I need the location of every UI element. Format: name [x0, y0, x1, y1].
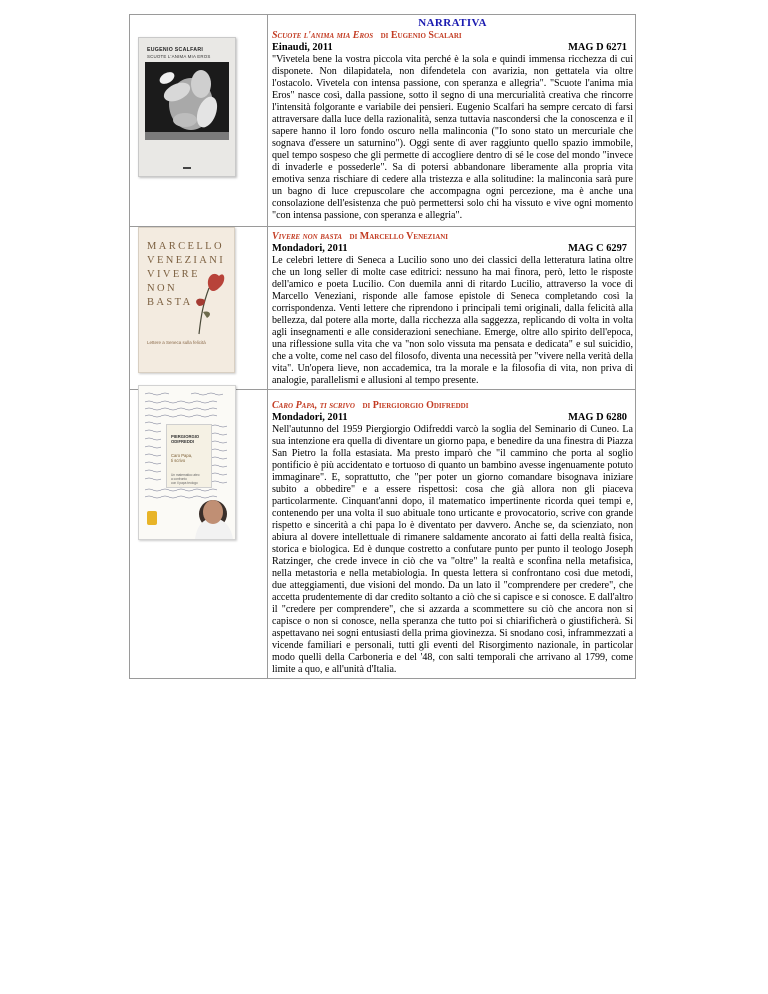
book-description: Nell'autunno del 1959 Piergiorgio Odifreddi varcò la soglia del Seminario di Cuneo. La sua intenzione era quella di diventare un giorno papa, e benedire da una finestra di Piazza San Pietro la folla estasiata. Ma presto imparò che "il cammino che porta al soglio pontificio è più accidentato e tortuoso di quanto un bambino avesse ingenuamente potuto immaginare". E, soprattutto, che "per poter un giorno comandare bisognava iniziare subito a obbedire" e a essere rispettosi: cosa che già allora non gli piaceva particolarmente. Cinquant'anni dopo, il matematico impertinente ricorda quei tempi e, contenendo per una volta il suo abituale tono urticante e provocatorio, scrive con grande rispetto e sincerità a chi papa lo è diventato per davvero. Anche se, da scienziato, non abiura al dovere intellettuale di rimanere saldamente ancorato ai fatti della realtà fisica, storica e biologica. Ed è dunque costretto a confutare punto per punto il teologo Joseph Ratzinger, che crede invece in ciò che va "oltre" la realtà e sconfina nella metafisica, nella metastoria e nella metabiologia. In questa lettera si confrontano così due metodi, due atteggiamenti, due visioni del mondo. Da un lato il "comprendere per credere", che accetta prudentemente di dar credito soltanto a ciò che si capisce e si conosce. E dall'altro il "credere per comprendere", che si azzarda a scommettere su ciò che ancora non si capisce o non si conosce, nella speranza che tutto poi si chiarificherà o giustificherà. Si aspettavano nei sogni entusiasti della prima giovinezza. Si snodano così, inframmezzati a vicende familiari e personali, tutti gli eventi del Risorgimento nazionale, in particolar modo quelli della Carboneria e del '48, con salti temporali che arrivano al 1799, come limite a quo, e all'unità d'Italia. — [272, 424, 633, 675]
publisher-logo — [183, 167, 191, 169]
book-title: Caro Papa, ti scrivo — [272, 400, 355, 411]
publisher: Mondadori, 2011 — [272, 412, 348, 423]
shelf-code: MAG D 6280 — [568, 412, 627, 423]
book-cover-scuote — [138, 37, 236, 177]
book-author: di Eugenio Scalari — [380, 30, 462, 41]
cover-title-panel — [166, 424, 212, 488]
book-title: Vivere non basta — [272, 231, 343, 242]
publisher-row — [272, 412, 633, 424]
cover-title: SCUOTE L'ANIMA MIA EROS — [147, 54, 211, 59]
rose-illustration — [179, 266, 229, 336]
book-title: Scuote l'anima mia Eros — [272, 30, 374, 41]
cover-line: VIVERE — [147, 269, 200, 280]
cover-subtitle: Lettere a Seneca sulla felicità — [147, 340, 206, 345]
publisher: Mondadori, 2011 — [272, 243, 348, 254]
entry-heading — [272, 228, 633, 243]
series-badge — [147, 511, 157, 525]
publisher: Einaudi, 2011 — [272, 42, 333, 53]
book-description: Le celebri lettere di Seneca a Lucilio sono uno dei classici della letteratura latina oltre che un long seller di molte case editrici: nessuno ha mai finora, però, letto le risposte dell'amico e poeta Lucilio. Con duemila anni di ritardo Lucilio, attraverso la voce di Marcello Veneziani, risponde alle famose epistole di Seneca completando così la corrispondenza. Venti lettere che riprendono i principali temi originali, dalla felicità alla bellezza, dal potere alla morte, dalla ricchezza alla saggezza, replicando di volta in volta agli insegnamenti e alle considerazioni senechiane. Emerge, oltre allo spirito dell'epoca, una riflessione sulla vita che va "non solo vissuta ma pensata e dedicata" e sul suicidio, che a volte, come nel caso del filosofo, diventa una necessità per "vivere nella verità della vita". Un'opera lieve, non accademica, tra la morale e la filosofia di vita, non priva di analogie, parallelismi e allusioni al tempo presente. — [272, 255, 633, 386]
book-author: di Marcello Veneziani — [349, 231, 449, 242]
book-description: "Vivetela bene la vostra piccola vita perché è la sola e quindi immensa ricchezza di cui disponete. Non dilapidatela, non difendetela con avarizia, non gettatela via oltre l'ostacolo. Vivetela con intensa passione, con speranza e allegria". "Scuote l'anima mia Eros" nasce così, dalla passione, sotto il segno di una mercurialità creativa che rincorre l'intensità folgorante e variabile dei pensieri. Eugenio Scalfari ha sempre cercato di farsi attraversare dalla luce della razionalità, senza tuttavia nascondersi che la conoscenza e il sapere hanno il loro fondo oscuro nella malinconia ("Io sono stato un mercuriale che sognava d'essere un saturnino"). Oggi sente di aver raggiunto quello spazio immobile, quel tempo sospeso che gli permette di accogliere dentro di sé le cose del mondo "invece di invaderle e possederle". Sa di potersi abbandonare liberamente alla propria vita emotiva senza rischiare di cedere alla tristezza e alla solitudine: la malinconia sarà pure un bagno di luce crepuscolare che accompagna ogni percezione, ma è anche una consolazione dell'esistenza che può permettersi solo chi ha vissuto e vive ogni momento "con intensa passione, con speranza e allegria". — [272, 54, 633, 221]
entry-cell — [268, 390, 636, 679]
shelf-code: MAG D 6271 — [568, 42, 627, 53]
sculpture-photo — [145, 62, 229, 140]
entry-heading — [272, 30, 633, 42]
section-title: NARRATIVA — [418, 17, 487, 29]
publisher-row — [272, 243, 633, 255]
shelf-code: MAG C 6297 — [568, 243, 627, 254]
cover-author: PIERGIORGIO ODIFREDDI — [171, 434, 200, 444]
cover-line: MARCELLO — [147, 241, 224, 252]
cover-line: BASTA — [147, 297, 193, 308]
book-cover-vivere — [138, 227, 235, 373]
cover-subtitle: Un matematico ateo a confronto con il papa teologo — [171, 473, 200, 485]
book-cover-caro-papa — [138, 385, 236, 540]
publisher-row — [272, 42, 633, 54]
cover-line: NON — [147, 283, 177, 294]
entry-heading — [272, 391, 633, 412]
cover-line: VENEZIANI — [147, 255, 226, 266]
cover-title: Caro Papa, ti scrivo — [171, 453, 193, 463]
entry-cell — [268, 227, 636, 390]
cover-author: EUGENIO SCALFARI — [147, 47, 204, 53]
entry-cell — [268, 15, 636, 227]
book-author: di Piergiorgio Odifreddi — [362, 400, 469, 411]
